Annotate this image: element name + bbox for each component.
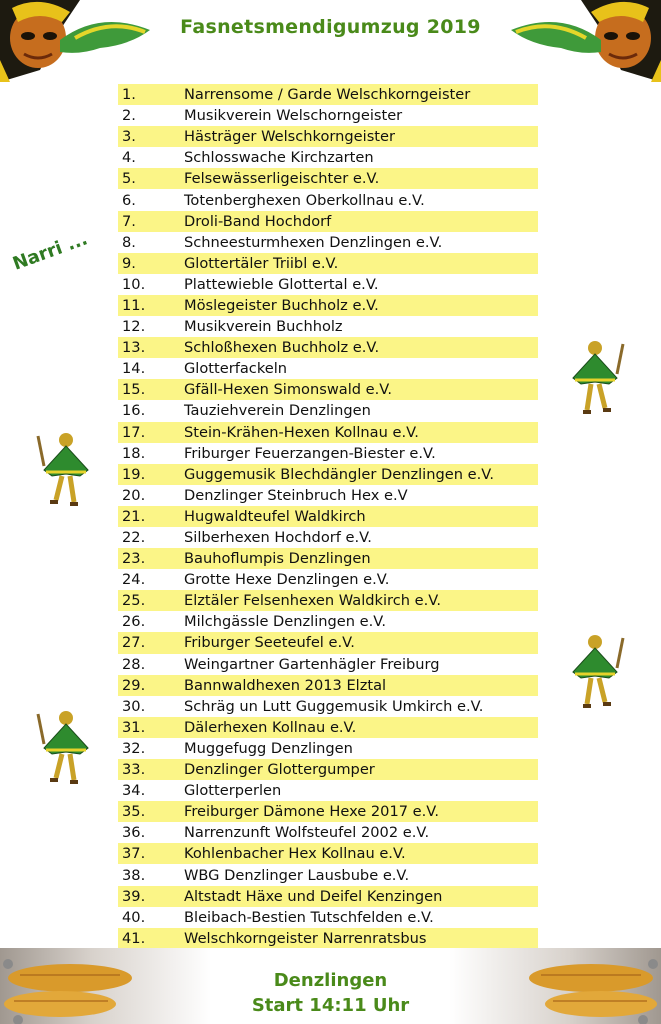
- list-item-number: 25.: [122, 592, 146, 610]
- list-item: [118, 928, 538, 949]
- list-item: [118, 696, 538, 717]
- list-item-number: 20.: [122, 486, 146, 504]
- list-item-name: Gfäll-Hexen Simonswald e.V.: [184, 381, 393, 399]
- list-item: [118, 316, 538, 337]
- list-item-name: Schloßhexen Buchholz e.V.: [184, 339, 380, 357]
- list-item-number: 7.: [122, 212, 136, 230]
- list-item-name: Musikverein Buchholz: [184, 318, 343, 336]
- list-item: [118, 337, 538, 358]
- list-item: [118, 759, 538, 780]
- list-item-name: Hästräger Welschkorngeister: [184, 128, 396, 146]
- list-item: [118, 548, 538, 569]
- list-item-name: Schneesturmhexen Denzlingen e.V.: [184, 233, 443, 251]
- list-item: [118, 717, 538, 738]
- list-item-name: Schlosswache Kirchzarten: [184, 149, 374, 167]
- list-item: [118, 485, 538, 506]
- list-item-number: 10.: [122, 275, 146, 293]
- dancing-jester-icon: [36, 708, 96, 788]
- list-item-number: 31.: [122, 718, 146, 736]
- list-item-name: Glotterperlen: [184, 782, 282, 800]
- list-item-name: Hugwaldteufel Waldkirch: [184, 507, 366, 525]
- list-item-name: Friburger Feuerzangen-Biester e.V.: [184, 444, 436, 462]
- list-item-name: Möslegeister Buchholz e.V.: [184, 296, 379, 314]
- list-item: [118, 295, 538, 316]
- list-item-name: Bannwaldhexen 2013 Elztal: [184, 676, 387, 694]
- list-item: [118, 907, 538, 928]
- list-item-name: Weingartner Gartenhägler Freiburg: [184, 655, 440, 673]
- list-item: [118, 189, 538, 210]
- list-item-number: 29.: [122, 676, 146, 694]
- list-item-name: Felsewässerligeischter e.V.: [184, 170, 380, 188]
- list-item-number: 16.: [122, 402, 146, 420]
- list-item-number: 17.: [122, 423, 146, 441]
- list-item: [118, 886, 538, 907]
- list-item-number: 23.: [122, 550, 146, 568]
- list-item-number: 9.: [122, 254, 136, 272]
- list-item-name: Altstadt Häxe und Deifel Kenzingen: [184, 887, 443, 905]
- list-item-number: 27.: [122, 634, 146, 652]
- list-item-name: Glottertäler Triibl e.V.: [184, 254, 339, 272]
- list-item-number: 36.: [122, 824, 146, 842]
- list-item-number: 28.: [122, 655, 146, 673]
- footer-info: [0, 968, 661, 1018]
- list-item: [118, 822, 538, 843]
- list-item-name: Guggemusik Blechdängler Denzlingen e.V.: [184, 465, 494, 483]
- list-item-name: Narrensome / Garde Welschkorngeister: [184, 86, 471, 104]
- list-item-name: Bleibach-Bestien Tutschfelden e.V.: [184, 908, 434, 926]
- list-item-name: WBG Denzlinger Lausbube e.V.: [184, 866, 410, 884]
- list-item-name: Elztäler Felsenhexen Waldkirch e.V.: [184, 592, 441, 610]
- list-item: [118, 274, 538, 295]
- list-item: [118, 801, 538, 822]
- list-item-name: Narrenzunft Wolfsteufel 2002 e.V.: [184, 824, 430, 842]
- list-item-number: 32.: [122, 739, 146, 757]
- list-item-number: 6.: [122, 191, 136, 209]
- list-item-number: 15.: [122, 381, 146, 399]
- list-item-name: Glotterfackeln: [184, 360, 288, 378]
- list-item-number: 33.: [122, 761, 146, 779]
- dancing-jester-icon: [565, 338, 625, 418]
- list-item-name: Plattewieble Glottertal e.V.: [184, 275, 379, 293]
- list-item: [118, 464, 538, 485]
- jester-mask-icon: [491, 0, 661, 82]
- list-item-number: 21.: [122, 507, 146, 525]
- footer-location: Denzlingen: [273, 970, 388, 991]
- list-item-name: Welschkorngeister Narrenratsbus: [184, 929, 427, 947]
- list-item-name: Kohlenbacher Hex Kollnau e.V.: [184, 845, 406, 863]
- list-item-number: 39.: [122, 887, 146, 905]
- list-item-name: Silberhexen Hochdorf e.V.: [184, 529, 372, 547]
- list-item-number: 24.: [122, 571, 146, 589]
- list-item-number: 22.: [122, 529, 146, 547]
- list-item: [118, 126, 538, 147]
- list-item-name: Bauhoflumpis Denzlingen: [184, 550, 371, 568]
- jester-mask-icon: [0, 0, 170, 82]
- list-item-number: 12.: [122, 318, 146, 336]
- narri-slogan: Narri ...: [10, 228, 91, 275]
- list-item: [118, 632, 538, 653]
- list-item: [118, 379, 538, 400]
- list-item: [118, 738, 538, 759]
- list-item-name: Freiburger Dämone Hexe 2017 e.V.: [184, 803, 440, 821]
- list-item: [118, 400, 538, 421]
- list-item-name: Denzlinger Glottergumper: [184, 761, 375, 779]
- list-item-number: 11.: [122, 296, 146, 314]
- list-item: [118, 422, 538, 443]
- list-item: [118, 569, 538, 590]
- list-item-name: Muggefugg Denzlingen: [184, 739, 353, 757]
- list-item-number: 41.: [122, 929, 146, 947]
- list-item: [118, 527, 538, 548]
- list-item: [118, 443, 538, 464]
- list-item: [118, 611, 538, 632]
- list-item: [118, 780, 538, 801]
- list-item: [118, 675, 538, 696]
- list-item-name: Totenberghexen Oberkollnau e.V.: [184, 191, 425, 209]
- page-title: Fasnetsmendigumzug 2019: [180, 16, 481, 38]
- list-item-number: 3.: [122, 128, 136, 146]
- list-item-number: 40.: [122, 908, 146, 926]
- list-item: [118, 864, 538, 885]
- list-item-name: Droli-Band Hochdorf: [184, 212, 332, 230]
- list-item-name: Grotte Hexe Denzlingen e.V.: [184, 571, 390, 589]
- list-item: [118, 358, 538, 379]
- list-item-name: Milchgässle Denzlingen e.V.: [184, 613, 387, 631]
- list-item-number: 35.: [122, 803, 146, 821]
- list-item-number: 13.: [122, 339, 146, 357]
- list-item-name: Dälerhexen Kollnau e.V.: [184, 718, 357, 736]
- list-item-name: Musikverein Welschorngeister: [184, 107, 403, 125]
- list-item-number: 37.: [122, 845, 146, 863]
- list-item-name: Denzlinger Steinbruch Hex e.V: [184, 486, 408, 504]
- list-item-number: 26.: [122, 613, 146, 631]
- list-item: [118, 843, 538, 864]
- list-item-number: 34.: [122, 782, 146, 800]
- list-item: [118, 654, 538, 675]
- list-item-name: Tauziehverein Denzlingen: [184, 402, 371, 420]
- list-item: [118, 168, 538, 189]
- list-item-number: 2.: [122, 107, 136, 125]
- dancing-jester-icon: [36, 430, 96, 510]
- list-item-number: 14.: [122, 360, 146, 378]
- list-item: [118, 147, 538, 168]
- list-item-number: 1.: [122, 86, 136, 104]
- list-item: [118, 211, 538, 232]
- list-item: [118, 590, 538, 611]
- list-item: [118, 84, 538, 105]
- list-item-name: Friburger Seeteufel e.V.: [184, 634, 355, 652]
- list-item-number: 30.: [122, 697, 146, 715]
- list-item-number: 8.: [122, 233, 136, 251]
- list-item: [118, 105, 538, 126]
- list-item-number: 5.: [122, 170, 136, 188]
- list-item: [118, 253, 538, 274]
- parade-list: [118, 84, 538, 949]
- list-item: [118, 506, 538, 527]
- list-item-name: Stein-Krähen-Hexen Kollnau e.V.: [184, 423, 419, 441]
- list-item-number: 4.: [122, 149, 136, 167]
- dancing-jester-icon: [565, 632, 625, 712]
- list-item-number: 18.: [122, 444, 146, 462]
- list-item-name: Schräg un Lutt Guggemusik Umkirch e.V.: [184, 697, 484, 715]
- list-item-number: 38.: [122, 866, 146, 884]
- list-item-number: 19.: [122, 465, 146, 483]
- list-item: [118, 232, 538, 253]
- footer-start-time: Start 14:11 Uhr: [251, 995, 410, 1016]
